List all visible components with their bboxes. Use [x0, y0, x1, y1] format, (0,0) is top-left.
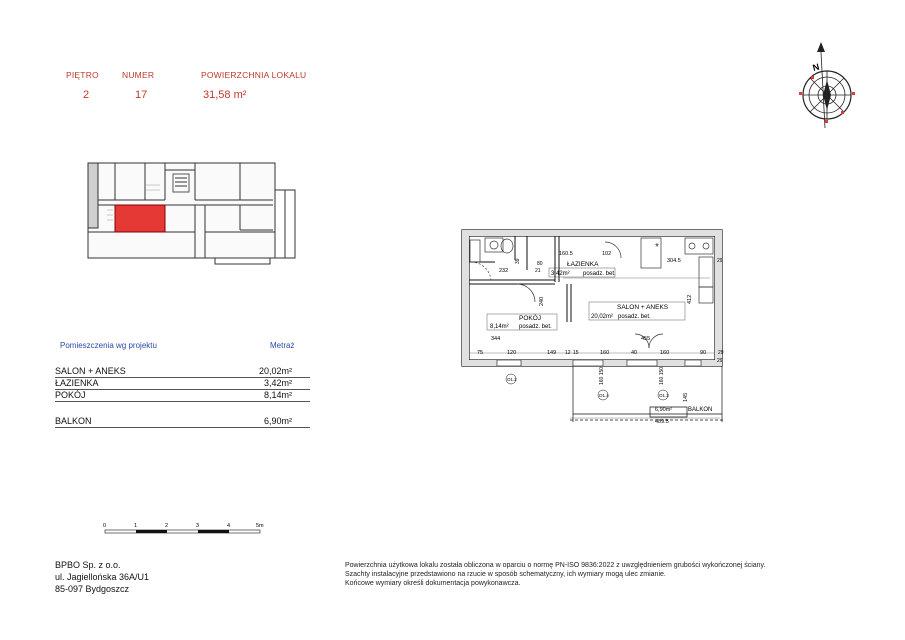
dim-mid: 39 [515, 258, 521, 264]
room-area: 8,14m² [263, 390, 292, 400]
balkon-label: BALKON [688, 407, 713, 413]
room-area: 3,42m² [263, 378, 292, 388]
footer-note: Powierzchnia użytkowa lokalu została obliczona w oparciu o normę PN-ISO 9836:2022 z uwzględnieniem grubości wykończonej ściany. [345, 562, 766, 569]
window-tag: O1.2 [507, 377, 517, 382]
window-tag: O1.3 [659, 393, 669, 398]
dim-bottom: 120 [507, 350, 517, 356]
room-name: POKÓJ [55, 390, 86, 400]
apartment-floor-plan [455, 222, 740, 437]
dim-bottom: 12 [565, 350, 571, 356]
scale-tick: 5m [256, 523, 264, 529]
company-name: BPBO Sp. z o.o. [55, 560, 121, 570]
compass-rose [795, 40, 865, 135]
room-name: ŁAZIENKA [55, 378, 99, 388]
number-label: NUMER [122, 70, 155, 80]
dim-bottom: 160 [660, 350, 670, 356]
dim-top: 102 [602, 251, 612, 257]
dim-mid: 21 [535, 268, 541, 274]
pokoj-label: POKÓJ [519, 315, 542, 322]
window-dim: 160 150 [659, 366, 665, 385]
dim-bottom: 90 [700, 350, 707, 356]
dim-bottom: 75 [477, 350, 484, 356]
dim-side: 29 [717, 258, 723, 264]
room-row [55, 390, 310, 402]
area-label: POWIERZCHNIA LOKALU [201, 70, 307, 80]
floor-label: PIĘTRO [66, 70, 99, 80]
scale-bar [100, 520, 270, 542]
salon-label: SALON + ANEKS [617, 304, 669, 311]
footer-note: Końcowe wymiary określi dokumentacja powykonawcza. [345, 580, 521, 587]
dim-mid: 80 [537, 261, 543, 267]
window-dim: 160 150 [599, 366, 605, 385]
area-value: 31,58 m² [203, 89, 247, 101]
room-area: 6,90m² [263, 416, 292, 426]
room-row [55, 378, 310, 390]
bathroom-label: ŁAZIENKA [567, 261, 599, 268]
dim-mid: 489.5 [655, 419, 669, 425]
scale-tick: 3 [196, 523, 200, 529]
dim-bottom: 149 [547, 350, 557, 356]
bathroom-area: 3,42m² [551, 271, 570, 277]
footer-notes [345, 561, 885, 588]
salon-floor: posadz. bet. [618, 314, 651, 320]
company-street: ul. Jagiellońska 36A/U1 [55, 572, 150, 582]
room-row [55, 366, 310, 378]
number-value: 17 [135, 89, 148, 101]
svg-text:*: * [655, 242, 659, 253]
room-name: SALON + ANEKS [55, 366, 126, 376]
dim-mid: 344 [491, 336, 501, 342]
scale-tick: 2 [165, 523, 169, 529]
north-arrow-icon [817, 42, 825, 52]
pokoj-floor: posadz. bet. [519, 324, 552, 330]
dim-bottom: 15 [573, 350, 579, 356]
dim-mid: 455 [641, 336, 651, 342]
bathroom-floor: posadz. bet. [583, 271, 616, 277]
footer-note: Szachty instalacyjne przedstawiono na rzucie w sposób schematyczny, ich wymiary mogą ulec zmianie. [345, 571, 666, 578]
dim-bottom: 40 [631, 350, 638, 356]
dim-mid: 145 [683, 392, 689, 402]
company-address [55, 559, 149, 595]
dim-side: 29 [717, 358, 723, 364]
floor-value: 2 [83, 89, 90, 101]
dim-bottom: 160 [600, 350, 610, 356]
dim-top: 160.5 [559, 251, 573, 257]
scale-tick: 0 [103, 523, 107, 529]
room-row [55, 416, 310, 428]
north-letter: N [811, 61, 821, 73]
dim-mid: 240 [539, 296, 545, 306]
highlighted-apartment [115, 205, 165, 232]
dim-bottom: 29 [718, 350, 724, 356]
building-key-plan [85, 160, 300, 272]
balkon-area: 6,90m² [655, 407, 673, 413]
dim-mid: 412 [687, 294, 693, 304]
pokoj-area: 8,14m² [490, 324, 509, 330]
company-city: 85-097 Bydgoszcz [55, 584, 130, 594]
window-tag: O1.4 [599, 393, 609, 398]
room-name: BALKON [55, 416, 92, 426]
salon-area: 20,02m² [591, 314, 614, 320]
scale-tick: 1 [134, 523, 138, 529]
rooms-table-title: Pomieszczenia wg projektu [60, 341, 157, 350]
dim-top: 304.5 [667, 258, 681, 264]
dim-mid: 232 [499, 268, 509, 274]
rooms-table-metric: Metraż [270, 341, 295, 350]
scale-tick: 4 [227, 523, 231, 529]
room-area: 20,02m² [258, 366, 292, 376]
